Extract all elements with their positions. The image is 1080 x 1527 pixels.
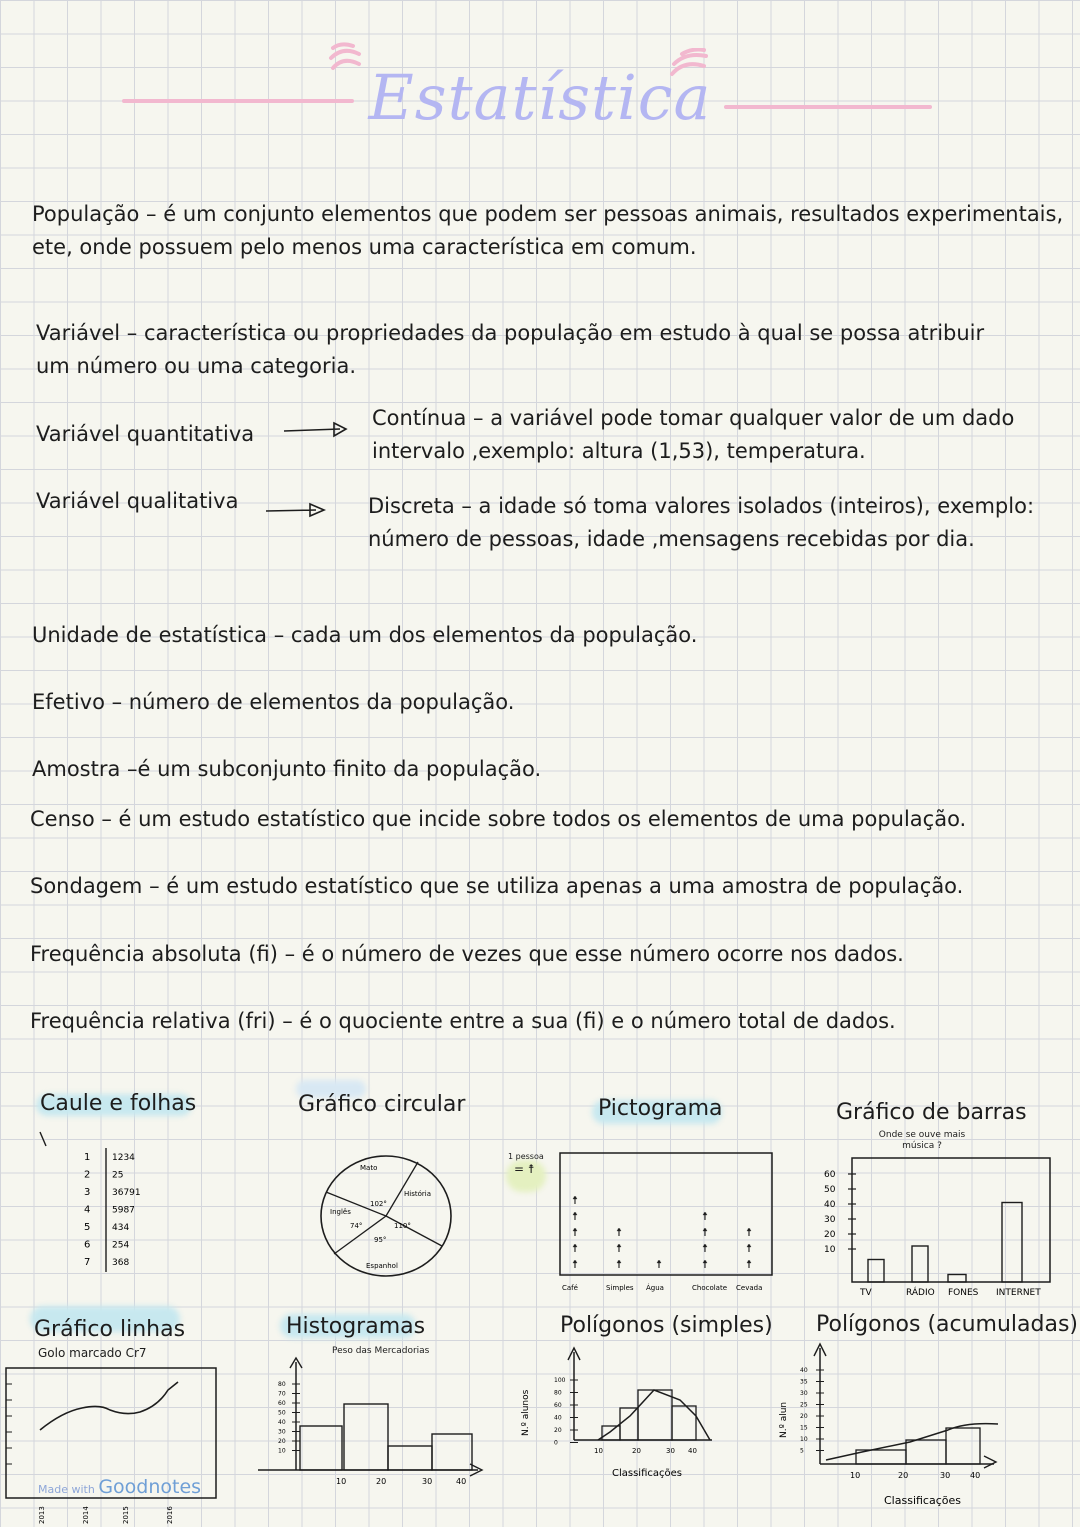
- poly-cum-x-tick: 40: [970, 1471, 981, 1480]
- bar-y-tick: 40: [824, 1200, 836, 1210]
- poly-simple-xlabel: Classificações: [612, 1468, 682, 1479]
- polygon-cumulative-chart: [770, 1338, 1030, 1514]
- term-sondagem: Sondagem – é um estudo estatístico que se utiliza apenas a uma amostra de população.: [30, 874, 964, 898]
- pictogram-category: Café: [562, 1284, 578, 1292]
- leaf-values: 368: [112, 1258, 130, 1268]
- stem-value: 3: [84, 1187, 91, 1198]
- poly-cum-y-tick: 15: [800, 1424, 808, 1432]
- hist-y-tick: 20: [278, 1438, 286, 1445]
- poly-simple-ylabel: N.º alunos: [521, 1389, 531, 1436]
- bar: [1002, 1203, 1022, 1283]
- watermark-brand: Goodnotes: [98, 1476, 202, 1498]
- definition-line: ete, onde possuem pelo menos uma característica em comum.: [32, 235, 697, 259]
- hist-x-tick: 20: [376, 1477, 387, 1486]
- pie-angle: 74°: [350, 1222, 363, 1230]
- line-x-label: 2013: [38, 1506, 46, 1524]
- person-icon: ☨: [616, 1226, 622, 1239]
- person-icon: ☨: [746, 1258, 752, 1271]
- histogram-title: Histogramas: [286, 1314, 426, 1339]
- poly-cum-y-tick: 40: [800, 1367, 808, 1374]
- stem-value: 5: [84, 1222, 91, 1233]
- person-icon: ☨: [572, 1242, 578, 1255]
- leaf-values: 25: [112, 1170, 124, 1181]
- bar-y-tick: 10: [824, 1245, 836, 1255]
- term-freq-absoluta: Frequência absoluta (fi) – é o número de vezes que esse número ocorre nos dados.: [30, 942, 904, 966]
- poly-cum-x-tick: 10: [850, 1471, 861, 1480]
- hist-y-tick: 10: [278, 1447, 286, 1455]
- person-icon: ☨: [616, 1258, 622, 1271]
- poly-cum-y-tick: 25: [800, 1401, 808, 1409]
- definition-variavel: [36, 317, 984, 383]
- pictogram-category: Chocolate: [692, 1284, 728, 1292]
- polygon-cumulative-title: Polígonos (acumuladas): [816, 1312, 1079, 1337]
- poly-cum-x-tick: 20: [898, 1471, 909, 1480]
- bar-y-tick: 60: [824, 1170, 836, 1180]
- variable-discrete: [368, 490, 1034, 556]
- definition-line: intervalo ,exemplo: altura (1,53), temperatura.: [372, 439, 866, 463]
- poly-simple-x-tick: 30: [666, 1447, 675, 1455]
- polygon-simple-chart: [512, 1346, 728, 1486]
- title-deco-left: [325, 42, 365, 78]
- pictogram-legend: 1 pessoa: [508, 1152, 544, 1161]
- pie-chart: [314, 1150, 460, 1280]
- pie-label: História: [404, 1190, 431, 1198]
- poly-cum-x-tick: 30: [940, 1471, 951, 1480]
- bar-chart: [820, 1152, 1060, 1302]
- term-freq-relativa: Frequência relativa (fri) – é o quociente entre a sua (fi) e o número total de dados.: [30, 1009, 896, 1033]
- hist-y-tick: 70: [278, 1390, 286, 1398]
- stem-value: 1: [84, 1152, 91, 1163]
- poly-cum-ylabel: N.º alun: [779, 1401, 789, 1438]
- definition-line: Variável – característica ou propriedades da população em estudo à qual se possa atribuir: [36, 321, 985, 345]
- pictogram-category: Água: [646, 1284, 664, 1292]
- person-icon: ☨: [702, 1226, 708, 1239]
- bar-category: RÁDIO: [906, 1288, 935, 1298]
- definition-line: Discreta – a idade só toma valores isolados (inteiros), exemplo:: [368, 494, 1035, 518]
- bar-chart-title: Gráfico de barras: [836, 1100, 1027, 1125]
- polygon-simple-title: Polígonos (simples): [560, 1313, 773, 1338]
- pictogram-chart: [556, 1150, 778, 1298]
- leaf-values: 254: [112, 1240, 130, 1251]
- page-title: Estatística: [368, 61, 712, 134]
- person-icon: ☨: [572, 1194, 578, 1207]
- bar: [868, 1260, 884, 1283]
- title-rule-right: [724, 105, 932, 109]
- stem-leaf-title: Caule e folhas: [40, 1091, 197, 1116]
- person-icon: ☨: [746, 1226, 752, 1239]
- line-x-label: 2014: [82, 1506, 90, 1524]
- watermark-prefix: Made with: [38, 1483, 95, 1496]
- histogram-chart: [256, 1356, 492, 1488]
- arrow-right-icon: [264, 500, 336, 520]
- poly-simple-x-tick: 40: [688, 1447, 697, 1455]
- poly-simple-y-tick: 80: [554, 1389, 562, 1397]
- pie-angle: 95°: [374, 1236, 387, 1244]
- hist-x-tick: 40: [456, 1477, 467, 1486]
- pictogram-title: Pictograma: [598, 1096, 723, 1121]
- bar-y-tick: 30: [824, 1215, 836, 1225]
- watermark: [38, 1476, 201, 1498]
- definition-line: População – é um conjunto elementos que podem ser pessoas animais, resultados experimentais,: [32, 202, 1064, 226]
- leaf-values: 36791: [112, 1188, 141, 1198]
- person-icon: ☨: [702, 1258, 708, 1271]
- term-unidade: Unidade de estatística – cada um dos elementos da população.: [32, 623, 698, 647]
- poly-simple-y-tick: 100: [554, 1377, 566, 1384]
- bar: [948, 1275, 966, 1283]
- term-amostra: Amostra –é um subconjunto finito da população.: [32, 757, 542, 781]
- leaf-values: 434: [112, 1223, 130, 1233]
- poly-cum-y-tick: 35: [800, 1378, 808, 1386]
- person-icon: = ☨: [514, 1162, 535, 1176]
- arrow-right-icon: [282, 420, 354, 440]
- bar: [912, 1246, 928, 1282]
- poly-simple-x-tick: 10: [594, 1447, 603, 1455]
- title-rule-left: [122, 99, 354, 103]
- line-chart-title: Gráfico linhas: [34, 1317, 186, 1342]
- person-icon: ☨: [616, 1242, 622, 1255]
- pie-label: Inglês: [330, 1208, 351, 1216]
- definition-line: um número ou uma categoria.: [36, 354, 357, 378]
- hist-x-tick: 30: [422, 1477, 433, 1486]
- stem-value: 6: [84, 1239, 91, 1251]
- hist-x-tick: 10: [336, 1477, 347, 1486]
- person-icon: ☨: [572, 1258, 578, 1271]
- pie-angle: 102°: [370, 1200, 387, 1208]
- definition-populacao: [32, 198, 1063, 264]
- histogram-subtitle: Peso das Mercadorias: [332, 1346, 430, 1356]
- person-icon: ☨: [702, 1210, 708, 1223]
- bar-y-tick: 50: [824, 1185, 836, 1195]
- term-efetivo: Efetivo – número de elementos da população.: [32, 690, 515, 714]
- hist-y-tick: 80: [278, 1381, 286, 1388]
- line-chart-subtitle: Golo marcado Cr7: [38, 1346, 147, 1360]
- poly-cum-y-tick: 10: [800, 1436, 808, 1443]
- bar-y-tick: 20: [824, 1230, 836, 1240]
- poly-simple-y-tick: 20: [554, 1427, 562, 1434]
- pie-label: Mato: [360, 1164, 378, 1172]
- line-x-label: 2015: [122, 1506, 130, 1524]
- person-icon: ☨: [702, 1242, 708, 1255]
- hist-y-tick: 60: [278, 1400, 286, 1407]
- stem-leaf-diagram: [36, 1128, 186, 1278]
- stem-value: 2: [84, 1169, 91, 1181]
- person-icon: ☨: [656, 1258, 662, 1271]
- variable-continuous: [372, 402, 1014, 468]
- poly-cum-y-tick: 30: [800, 1390, 808, 1397]
- hist-y-tick: 50: [278, 1409, 286, 1417]
- poly-simple-y-tick: 60: [554, 1402, 562, 1409]
- poly-cum-y-tick: 20: [800, 1413, 808, 1420]
- pictogram-category: Simples: [606, 1284, 634, 1292]
- poly-simple-y-tick: 40: [554, 1414, 562, 1422]
- bar-category: TV: [860, 1288, 872, 1298]
- pictogram-category: Cevada: [736, 1284, 763, 1292]
- hist-y-tick: 40: [278, 1419, 286, 1426]
- stem-value: 7: [84, 1257, 91, 1268]
- bar-category: FONES: [948, 1288, 979, 1298]
- pie-label: Espanhol: [366, 1262, 398, 1270]
- leaf-values: 5987: [112, 1205, 135, 1216]
- variable-qualitative-label: Variável qualitativa: [36, 489, 239, 513]
- definition-line: número de pessoas, idade ,mensagens recebidas por dia.: [368, 527, 975, 551]
- person-icon: ☨: [746, 1242, 752, 1255]
- line-x-label: 2016: [166, 1506, 174, 1524]
- bar-chart-subtitle: Onde se ouve mais música ?: [878, 1130, 966, 1151]
- hist-y-tick: 30: [278, 1428, 286, 1436]
- leaf-values: 1234: [112, 1153, 135, 1163]
- poly-cum-y-tick: 5: [800, 1447, 804, 1455]
- line-chart: [0, 1366, 220, 1526]
- poly-simple-x-tick: 20: [632, 1447, 641, 1455]
- poly-simple-y-tick: 0: [554, 1439, 558, 1447]
- variable-quantitative-label: Variável quantitativa: [36, 422, 255, 446]
- pie-angle: 110°: [394, 1222, 411, 1230]
- stem-value: 4: [84, 1204, 91, 1216]
- definition-line: Contínua – a variável pode tomar qualquer valor de um dado: [372, 406, 1015, 430]
- person-icon: ☨: [572, 1210, 578, 1223]
- bar-category: INTERNET: [996, 1288, 1041, 1298]
- person-icon: ☨: [572, 1226, 578, 1239]
- term-censo: Censo – é um estudo estatístico que incide sobre todos os elementos de uma população.: [30, 807, 967, 831]
- pie-chart-title: Gráfico circular: [298, 1092, 466, 1117]
- poly-cum-xlabel: Classificações: [884, 1494, 961, 1507]
